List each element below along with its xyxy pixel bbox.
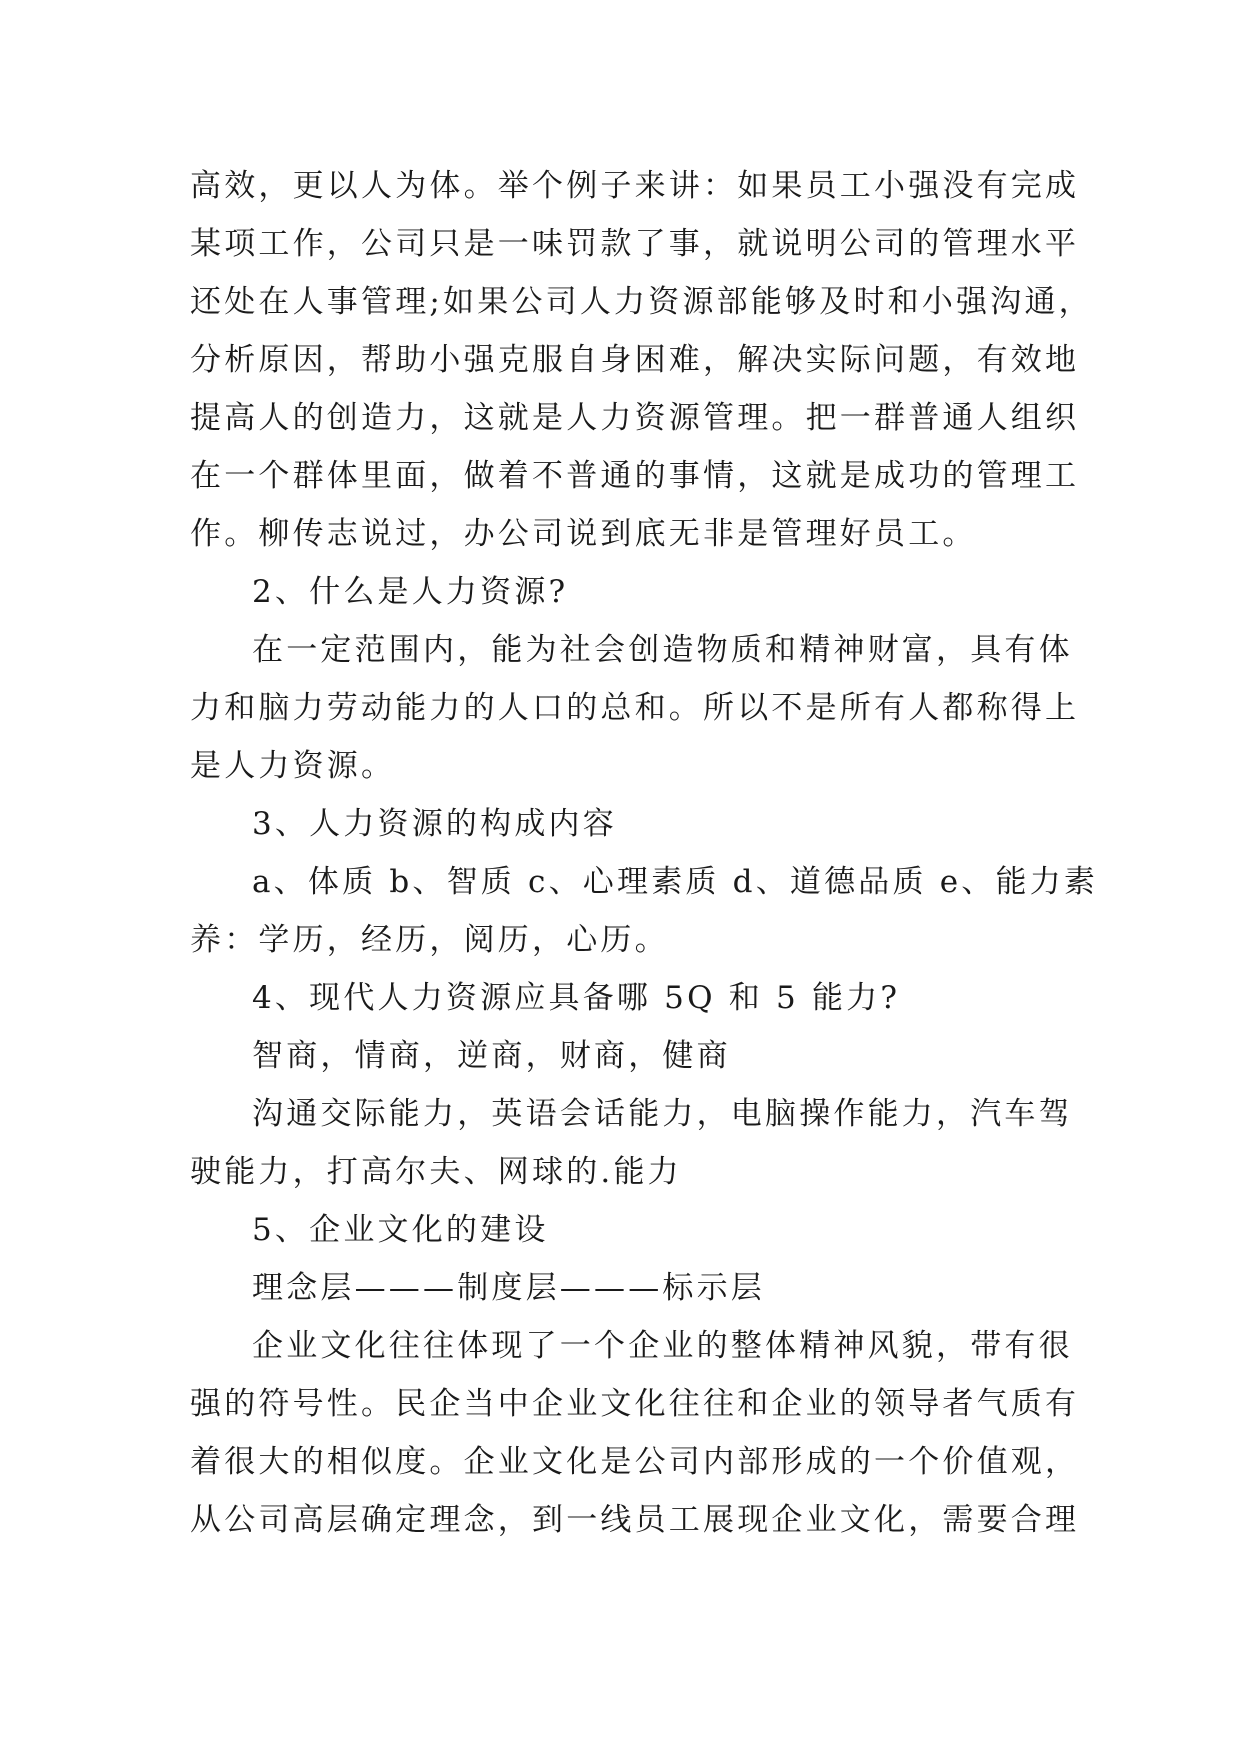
section-heading: 4、现代人力资源应具备哪 5Q 和 5 能力? (252, 980, 901, 1016)
paragraph-line: 在一个群体里面，做着不普通的事情，这就是成功的管理工 (190, 458, 1080, 494)
paragraph-line: 还处在人事管理;如果公司人力资源部能够及时和小强沟通， (190, 284, 1093, 320)
paragraph-line: 提高人的创造力，这就是人力资源管理。把一群普通人组织 (190, 400, 1080, 436)
paragraph-line: 智商，情商，逆商，财商，健商 (252, 1038, 731, 1074)
paragraph-line: 企业文化往往体现了一个企业的整体精神风貌，带有很 (252, 1328, 1073, 1364)
paragraph-line: 高效，更以人为体。举个例子来讲：如果员工小强没有完成 (190, 168, 1080, 204)
paragraph-line: a、体质 b、智质 c、心理素质 d、道德品质 e、能力素 (252, 864, 1099, 900)
paragraph-line: 某项工作，公司只是一味罚款了事，就说明公司的管理水平 (190, 226, 1080, 262)
paragraph-line: 驶能力，打高尔夫、网球的.能力 (190, 1154, 682, 1190)
paragraph-line: 从公司高层确定理念，到一线员工展现企业文化，需要合理 (190, 1502, 1080, 1538)
section-heading: 2、什么是人力资源? (252, 574, 569, 610)
paragraph-line: 理念层———制度层———标示层 (252, 1270, 765, 1306)
paragraph-line: 力和脑力劳动能力的人口的总和。所以不是所有人都称得上 (190, 690, 1080, 726)
paragraph-line: 养：学历，经历，阅历，心历。 (190, 922, 669, 958)
paragraph-line: 分析原因，帮助小强克服自身困难，解决实际问题，有效地 (190, 342, 1080, 378)
paragraph-line: 作。柳传志说过，办公司说到底无非是管理好员工。 (190, 516, 977, 552)
paragraph-line: 沟通交际能力，英语会话能力，电脑操作能力，汽车驾 (252, 1096, 1073, 1132)
paragraph-line: 在一定范围内，能为社会创造物质和精神财富，具有体 (252, 632, 1073, 668)
section-heading: 3、人力资源的构成内容 (252, 806, 617, 842)
paragraph-line: 是人力资源。 (190, 748, 396, 784)
paragraph-line: 强的符号性。民企当中企业文化往往和企业的领导者气质有 (190, 1386, 1080, 1422)
paragraph-line: 着很大的相似度。企业文化是公司内部形成的一个价值观， (190, 1444, 1080, 1480)
section-heading: 5、企业文化的建设 (252, 1212, 549, 1248)
